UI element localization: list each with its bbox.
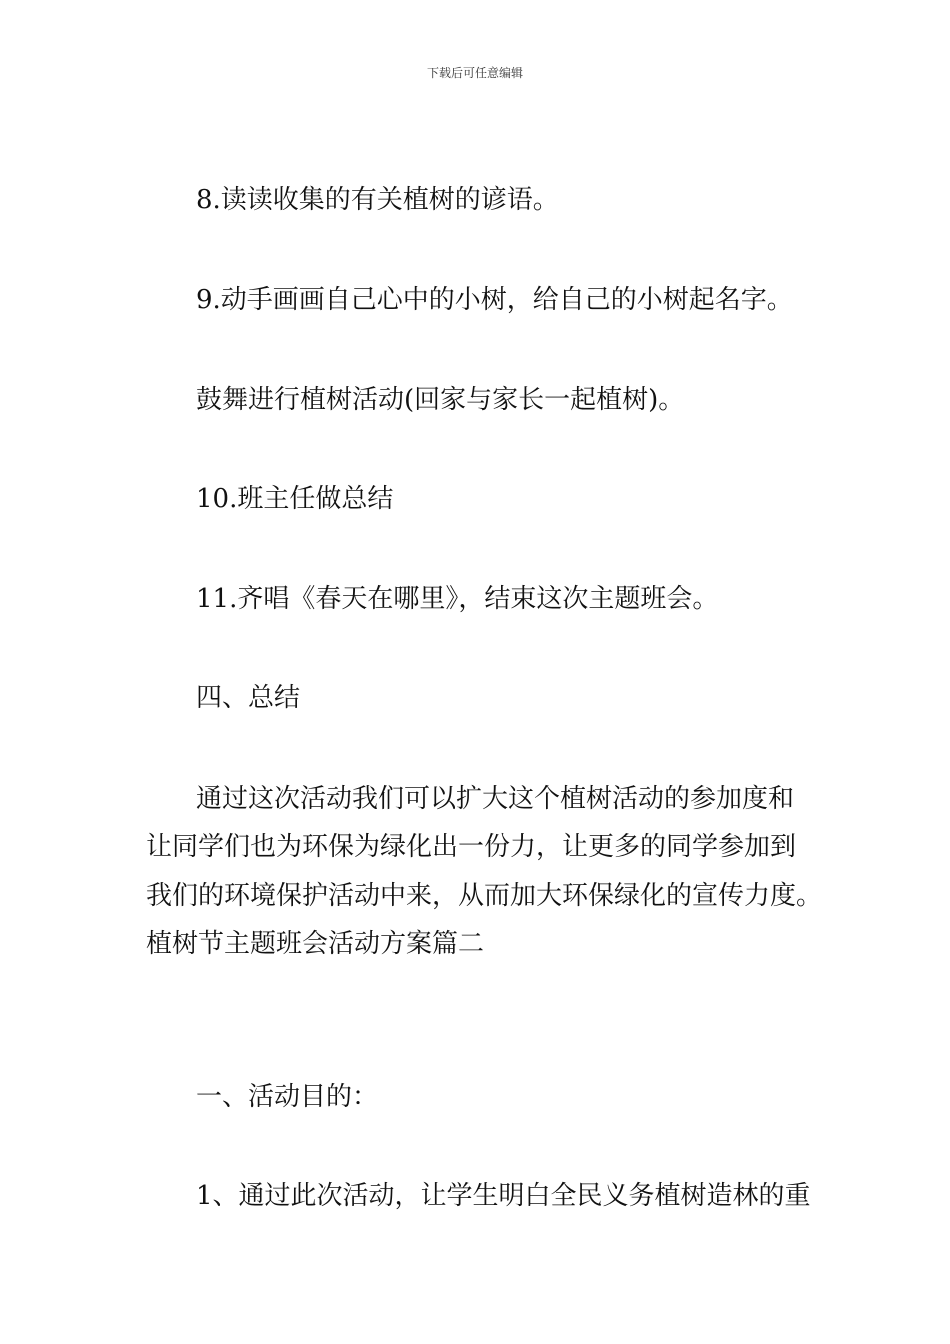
goal-item-1: 1、通过此次活动，让学生明白全民义务植树造林的重 <box>196 1181 811 1211</box>
section-heading-goals: 一、活动目的： <box>196 1082 379 1112</box>
summary-line-3: 我们的环境保护活动中来，从而加大环保绿化的宣传力度。 <box>146 881 823 911</box>
summary-line-2: 让同学们也为环保为绿化出一份力，让更多的同学参加到 <box>146 832 797 862</box>
list-item-11: 11.齐唱《春天在哪里》，结束这次主题班会。 <box>196 584 719 614</box>
list-item-10: 10.班主任做总结 <box>196 484 394 514</box>
header-note: 下载后可任意编辑 <box>426 66 523 80</box>
summary-line-1: 通过这次活动我们可以扩大这个植树活动的参加度和 <box>196 784 795 814</box>
section-heading-summary: 四、总结 <box>196 683 301 713</box>
list-item-8: 8.读读收集的有关植树的谚语。 <box>196 185 559 215</box>
document-subtitle: 植树节主题班会活动方案篇二 <box>146 929 485 959</box>
list-item-9: 9.动手画画自己心中的小树，给自己的小树起名字。 <box>196 285 793 315</box>
encourage-paragraph: 鼓舞进行植树活动(回家与家长一起植树)。 <box>196 385 685 415</box>
